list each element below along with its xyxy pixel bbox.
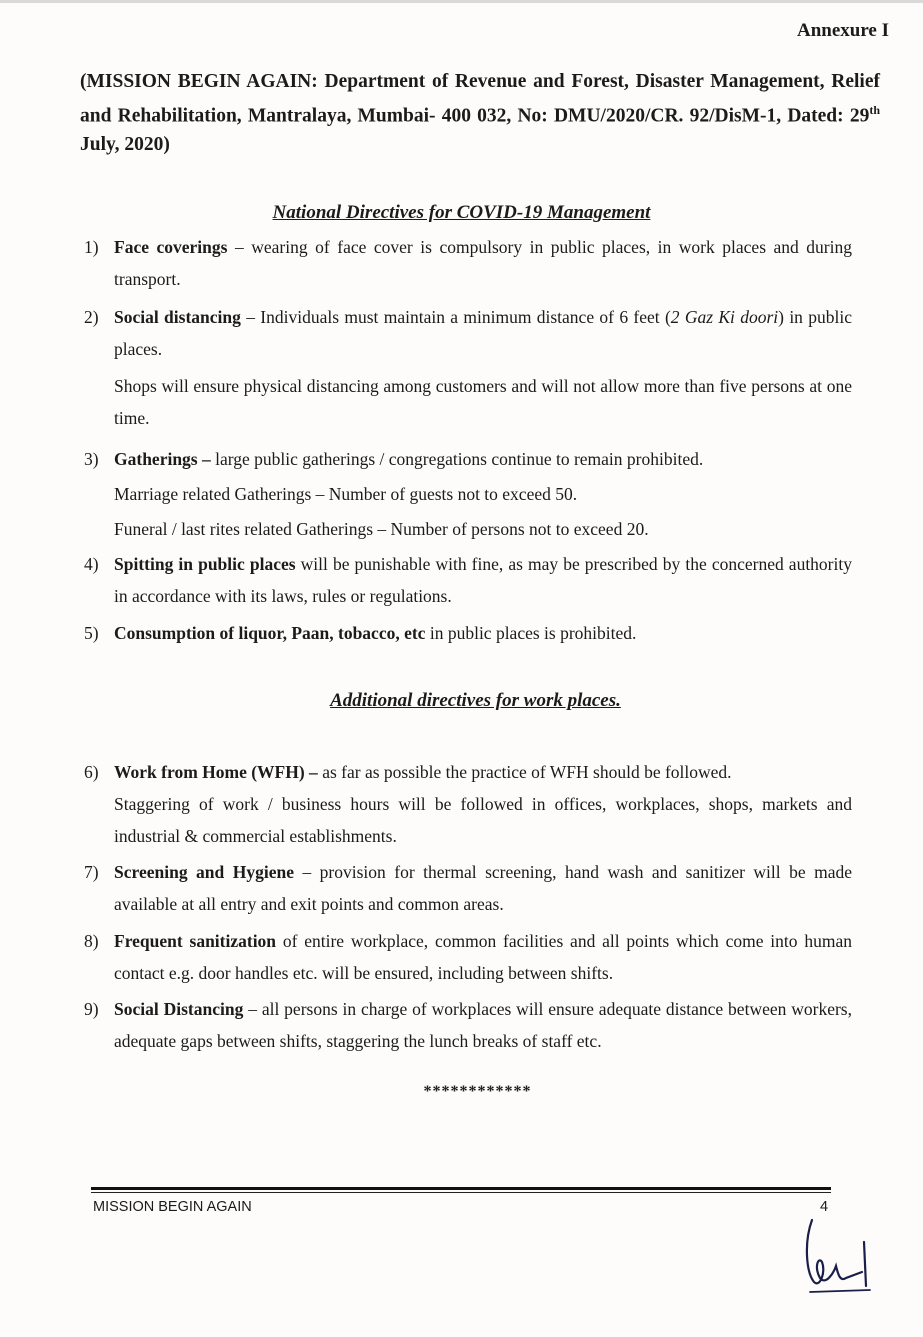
directive-item-1 <box>84 231 852 295</box>
directive-item-8 <box>84 925 852 989</box>
item-title: Work from Home (WFH) – <box>114 762 318 782</box>
item-extra: Shops will ensure physical distancing among customers and will not allow more than five persons at one time. <box>114 376 852 428</box>
item-text: of entire workplace, common facilities and all points which come into human contact e.g. door handles etc. will be ensured, including between shifts. <box>114 931 852 983</box>
header-tail: July, 2020) <box>80 133 170 155</box>
footer-rule <box>91 1187 831 1190</box>
header-sup: th <box>869 103 880 117</box>
annexure-label: Annexure I <box>796 20 889 41</box>
directive-item-5 <box>84 617 852 649</box>
item-title: Spitting in public places <box>114 554 296 574</box>
item-text: – provision for thermal screening, hand wash and sanitizer will be made available at all entry and exit points and common areas. <box>114 862 852 914</box>
section-title-national: National Directives for COVID-19 Management <box>272 202 651 223</box>
item-number: 4) <box>84 554 99 574</box>
item-extra: Staggering of work / business hours will be followed in offices, workplaces, shops, markets and industrial & commercial establishments. <box>114 794 852 846</box>
directive-item-2 <box>84 301 852 434</box>
end-marker: ************ <box>423 1083 532 1100</box>
item-title: Social distancing <box>114 307 241 327</box>
directive-item-6 <box>84 756 852 852</box>
item-title: Face coverings <box>114 237 228 257</box>
directive-item-3 <box>84 443 852 545</box>
item-italic: 2 Gaz Ki doori <box>670 307 779 327</box>
item-number: 8) <box>84 931 99 951</box>
item-number: 3) <box>84 449 99 469</box>
page-number: 4 <box>820 1199 829 1215</box>
item-number: 9) <box>84 999 99 1019</box>
directive-item-9 <box>84 993 852 1057</box>
directive-item-4 <box>84 548 852 612</box>
top-edge <box>0 0 923 3</box>
item-number: 5) <box>84 623 99 643</box>
header-main: (MISSION BEGIN AGAIN: Department of Revenue and Forest, Disaster Management, Relief and Rehabilitation, Mantralaya, Mumbai- 400 032, No: DMU/2020/CR. 92/DisM-1, Dated: 29 <box>80 71 880 127</box>
item-number: 2) <box>84 307 99 327</box>
footer-text: MISSION BEGIN AGAIN <box>93 1199 252 1215</box>
item-extra: Funeral / last rites related Gatherings – Number of persons not to exceed 20. <box>114 519 649 539</box>
item-title: Gatherings – <box>114 449 211 469</box>
item-text: – wearing of face cover is compulsory in public places, in work places and during transport. <box>114 237 853 289</box>
item-number: 6) <box>84 762 99 782</box>
item-number: 1) <box>84 237 99 257</box>
section-title-workplaces: Additional directives for work places. <box>330 690 621 711</box>
item-text: in public places is prohibited. <box>425 623 637 643</box>
item-title: Frequent sanitization <box>114 931 277 951</box>
item-title: Social Distancing <box>114 999 244 1019</box>
item-title: Consumption of liquor, Paan, tobacco, etc <box>114 623 426 643</box>
item-title: Screening and Hygiene <box>114 862 294 882</box>
item-number: 7) <box>84 862 99 882</box>
item-text: – Individuals must maintain a minimum distance of 6 feet ( <box>240 307 671 327</box>
item-text: as far as possible the practice of WFH should be followed. <box>317 762 732 782</box>
directive-item-7 <box>84 856 852 920</box>
item-text: – all persons in charge of workplaces will ensure adequate distance between workers, adequate gaps between shifts, staggering the lunch breaks of staff etc. <box>114 999 852 1051</box>
item-text-2: ) in public places. <box>114 307 853 359</box>
item-text: large public gatherings / congregations continue to remain prohibited. <box>210 449 704 469</box>
signature-icon <box>800 1212 880 1302</box>
item-extra: Marriage related Gatherings – Number of guests not to exceed 50. <box>114 484 578 504</box>
document-header <box>80 68 880 159</box>
item-text: will be punishable with fine, as may be prescribed by the concerned authority in accordance with its laws, rules or regulations. <box>114 554 852 606</box>
footer-rule-thin <box>91 1192 831 1193</box>
